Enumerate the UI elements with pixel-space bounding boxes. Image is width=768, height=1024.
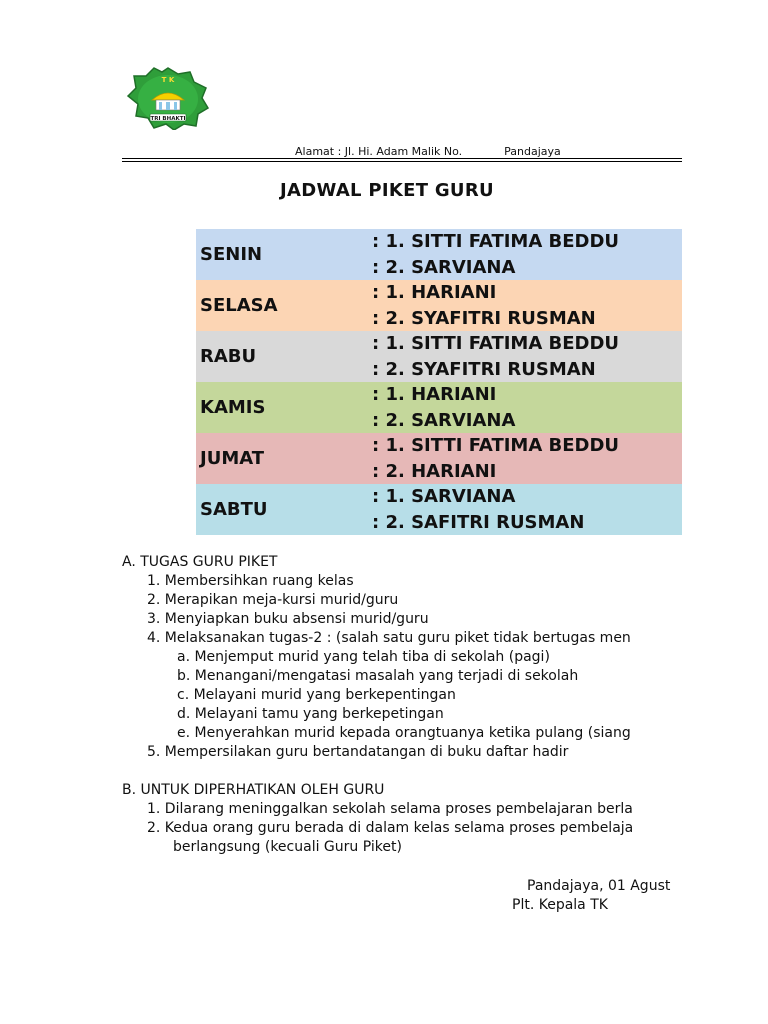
teacher-list: [372, 280, 596, 331]
teacher-2: : 2. SARVIANA: [372, 256, 516, 278]
day-name: SELASA: [200, 295, 278, 316]
schedule-row: [196, 484, 682, 535]
list-item: 2. Kedua orang guru berada di dalam kelas selama proses pembelaja: [147, 820, 634, 836]
day-name: RABU: [200, 346, 257, 367]
document-title: JADWAL PIKET GURU: [280, 180, 494, 201]
teacher-list: [372, 382, 515, 433]
teacher-2: : 2. HARIANI: [372, 460, 497, 482]
list-item: 1. Membersihkan ruang kelas: [147, 573, 354, 589]
address-line: [295, 145, 561, 158]
teacher-1: : 1. HARIANI: [372, 282, 497, 303]
section-a-heading: A. TUGAS GURU PIKET: [122, 554, 278, 570]
list-item: 3. Menyiapkan buku absensi murid/guru: [147, 611, 429, 627]
header-rule-top: [122, 158, 682, 159]
signature-role: Plt. Kepala TK: [512, 897, 608, 913]
day-name: SENIN: [200, 244, 263, 265]
teacher-1: : 1. SARVIANA: [372, 486, 516, 507]
teacher-1: : 1. SITTI FATIMA BEDDU: [372, 435, 620, 456]
teacher-1: : 1. HARIANI: [372, 384, 497, 405]
header-rule-bottom: [122, 161, 682, 162]
list-item: 5. Mempersilakan guru bertandatangan di buku daftar hadir: [147, 744, 569, 760]
list-item: 1. Dilarang meninggalkan sekolah selama proses pembelajaran berla: [147, 801, 633, 817]
teacher-2: : 2. SAFITRI RUSMAN: [372, 511, 585, 533]
duty-schedule-table: [196, 229, 682, 535]
logo-top-text: T K: [161, 76, 175, 84]
teacher-list: [372, 433, 619, 484]
school-logo: [126, 66, 210, 130]
schedule-row: [196, 331, 682, 382]
teacher-list: [372, 229, 619, 280]
day-name: KAMIS: [200, 397, 266, 418]
teacher-list: [372, 484, 584, 535]
schedule-row: [196, 229, 682, 280]
teacher-1: : 1. SITTI FATIMA BEDDU: [372, 333, 620, 354]
list-item: 2. Merapikan meja-kursi murid/guru: [147, 592, 399, 608]
signature-place-date: Pandajaya, 01 Agust: [527, 878, 671, 894]
sub-list-item: d. Melayani tamu yang berkepetingan: [177, 706, 444, 722]
teacher-list: [372, 331, 619, 382]
sub-list-item: c. Melayani murid yang berkepentingan: [177, 687, 456, 703]
teacher-2: : 2. SYAFITRI RUSMAN: [372, 358, 596, 380]
address-town: Pandajaya: [504, 145, 561, 158]
address-text: Alamat : Jl. Hi. Adam Malik No.: [295, 145, 463, 158]
section-b-heading: B. UNTUK DIPERHATIKAN OLEH GURU: [122, 782, 385, 798]
schedule-row: [196, 433, 682, 484]
list-item-continuation: berlangsung (kecuali Guru Piket): [173, 839, 402, 855]
day-name: JUMAT: [200, 448, 265, 469]
teacher-1: : 1. SITTI FATIMA BEDDU: [372, 231, 620, 252]
day-name: SABTU: [200, 499, 268, 520]
schedule-row: [196, 382, 682, 433]
teacher-2: : 2. SYAFITRI RUSMAN: [372, 307, 596, 329]
schedule-row: [196, 280, 682, 331]
sub-list-item: e. Menyerahkan murid kepada orangtuanya ketika pulang (siang: [177, 725, 631, 741]
logo-caption: TRI BHAKTI: [150, 116, 186, 122]
list-item: 4. Melaksanakan tugas-2 : (salah satu guru piket tidak bertugas men: [147, 630, 631, 646]
sub-list-item: a. Menjemput murid yang telah tiba di sekolah (pagi): [177, 649, 550, 665]
teacher-2: : 2. SARVIANA: [372, 409, 516, 431]
sub-list-item: b. Menangani/mengatasi masalah yang terjadi di sekolah: [177, 668, 579, 684]
